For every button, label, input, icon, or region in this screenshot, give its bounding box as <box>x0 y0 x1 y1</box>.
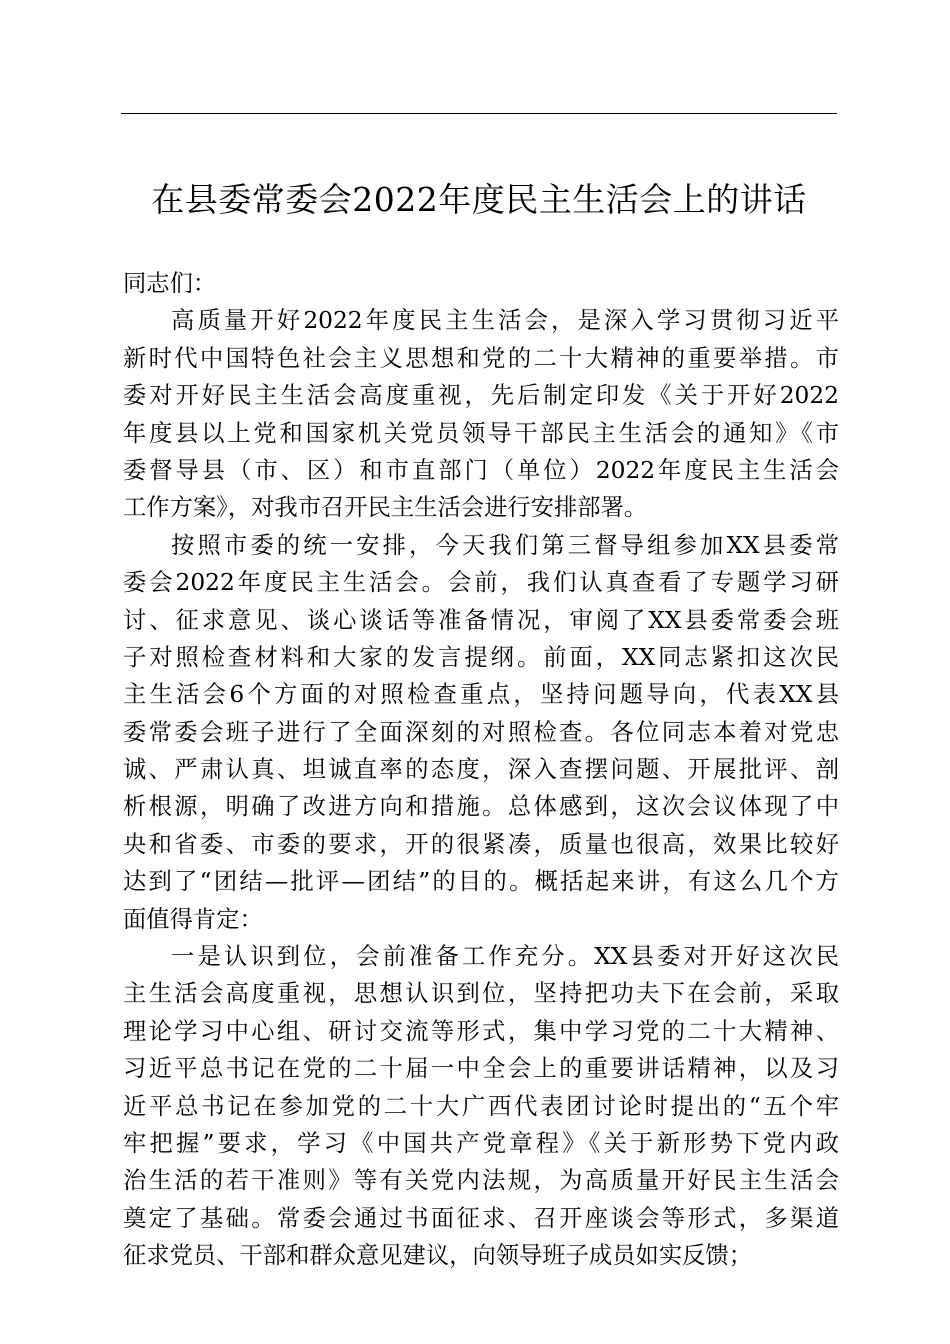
paragraph-line: 央和省委、市委的要求，开的很紧凑，质量也很高，效果比较好 <box>123 830 839 858</box>
paragraph-line: 新时代中国特色社会主义思想和党的二十大精神的重要举措。市 <box>123 344 839 372</box>
paragraph-1 <box>123 302 839 526</box>
paragraph-line: 委会2022年度民主生活会。会前，我们认真查看了专题学习研 <box>123 569 839 597</box>
paragraph-line: 委常委会班子进行了全面深刻的对照检查。各位同志本着对党忠 <box>123 718 839 746</box>
paragraph-line: 析根源，明确了改进方向和措施。总体感到，这次会议体现了中 <box>123 793 839 821</box>
paragraph-line: 工作方案》，对我市召开民主生活会进行安排部署。 <box>123 494 648 522</box>
paragraph-line: 按照市委的统一安排，今天我们第三督导组参加XX县委常 <box>171 531 839 559</box>
paragraph-line: 委对开好民主生活会高度重视，先后制定印发《关于开好2022 <box>123 382 839 410</box>
paragraph-3 <box>123 938 839 1275</box>
paragraph-line: 达到了“团结—批评—团结”的目的。概括起来讲，有这么几个方 <box>123 868 839 896</box>
paragraph-line: 近平总书记在参加党的二十大广西代表团讨论时提出的“五个牢 <box>123 1092 839 1120</box>
paragraph-line: 高质量开好2022年度民主生活会，是深入学习贯彻习近平 <box>171 307 839 335</box>
paragraph-line: 子对照检查材料和大家的发言提纲。前面，XX同志紧扣这次民 <box>123 643 839 671</box>
paragraph-line: 奠定了基础。常委会通过书面征求、召开座谈会等形式，多渠道 <box>123 1204 839 1232</box>
paragraph-line: 牢把握”要求，学习《中国共产党章程》《关于新形势下党内政 <box>123 1129 839 1157</box>
paragraph-line: 主生活会6个方面的对照检查重点，坚持问题导向，代表XX县 <box>123 681 839 709</box>
paragraph-2 <box>123 527 839 938</box>
paragraph-line: 委督导县（市、区）和市直部门（单位）2022年度民主生活会 <box>123 456 839 484</box>
paragraph-line: 治生活的若干准则》等有关党内法规，为高质量开好民主生活会 <box>123 1167 839 1195</box>
document-title: 在县委常委会2022年度民主生活会上的讲话 <box>151 180 807 219</box>
paragraph-line: 理论学习中心组、研讨交流等形式，集中学习党的二十大精神、 <box>123 1017 839 1045</box>
paragraph-line: 征求党员、干部和群众意见建议，向领导班子成员如实反馈； <box>123 1242 753 1270</box>
paragraph-line: 年度县以上党和国家机关党员领导干部民主生活会的通知》《市 <box>123 419 839 447</box>
paragraph-line: 讨、征求意见、谈心谈话等准备情况，审阅了XX县委常委会班 <box>123 606 839 634</box>
paragraph-line: 习近平总书记在党的二十届一中全会上的重要讲话精神，以及习 <box>123 1055 839 1083</box>
document-body <box>123 265 839 1275</box>
header-rule <box>121 113 837 114</box>
salutation: 同志们： <box>123 270 217 297</box>
paragraph-line: 主生活会高度重视，思想认识到位，坚持把功夫下在会前，采取 <box>123 980 839 1008</box>
paragraph-line: 诚、严肃认真、坦诚直率的态度，深入查摆问题、开展批评、剖 <box>123 756 839 784</box>
paragraph-line: 面值得肯定： <box>123 905 263 933</box>
paragraph-line: 一是认识到位，会前准备工作充分。XX县委对开好这次民 <box>171 943 839 971</box>
